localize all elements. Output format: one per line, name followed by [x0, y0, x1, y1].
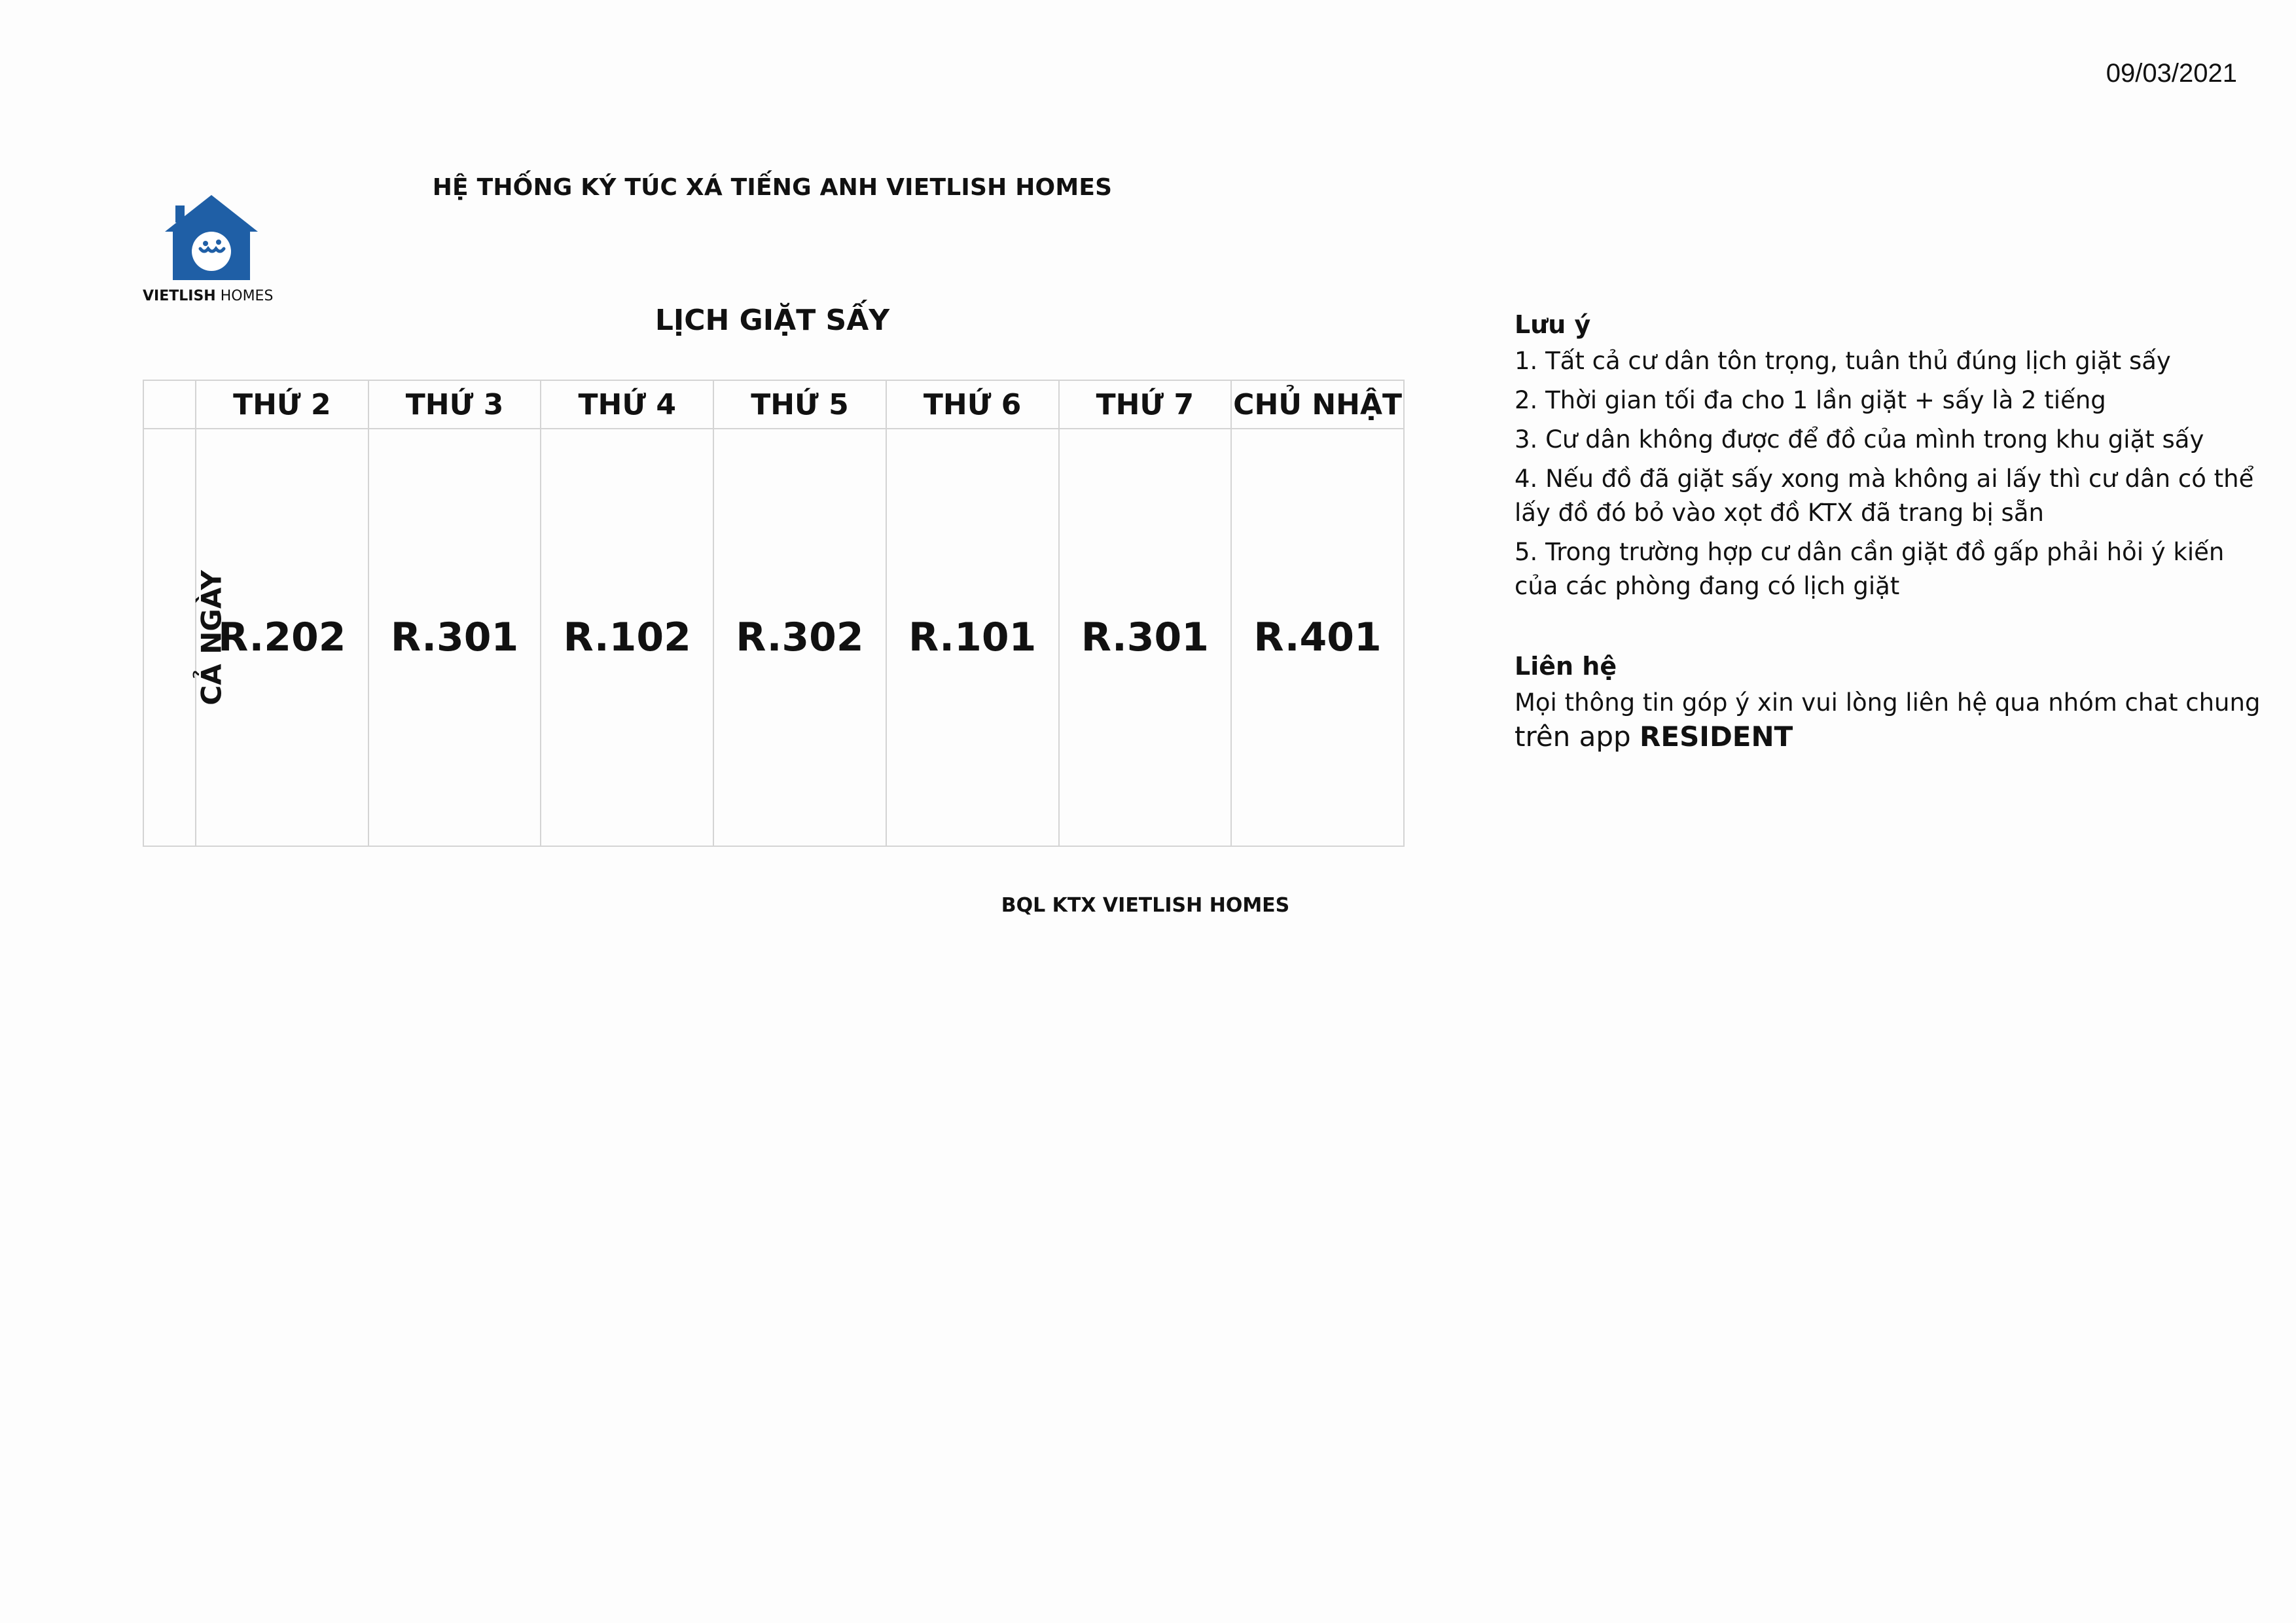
- note-item: 5. Trong trường hợp cư dân cần giặt đồ gấp phải hỏi ý kiến của các phòng đang có lịch giặt: [1515, 538, 2225, 600]
- header-row: [143, 380, 1404, 429]
- room-cell: R.102: [541, 429, 713, 846]
- notes-panel: [1515, 308, 2261, 754]
- day-header: THỨ 3: [368, 380, 541, 429]
- schedule-title: LỊCH GIẶT SẤY: [655, 304, 890, 337]
- contact-app-name: RESIDENT: [1640, 721, 1793, 753]
- day-header: THỨ 4: [541, 380, 713, 429]
- day-header: THỨ 5: [713, 380, 886, 429]
- vietlish-homes-logo: [143, 191, 280, 309]
- corner-cell: [143, 380, 196, 429]
- document-date: 09/03/2021: [2106, 59, 2237, 88]
- note-item: 3. Cư dân không được để đồ của mình trong khu giặt sấy: [1515, 425, 2204, 454]
- laundry-schedule-table: [143, 380, 1405, 847]
- day-header: THỨ 2: [196, 380, 368, 429]
- room-cell: R.301: [1059, 429, 1232, 846]
- room-cell: R.101: [886, 429, 1059, 846]
- house-logo-icon: [162, 191, 260, 283]
- contact-line: Mọi thông tin góp ý xin vui lòng liên hệ qua nhóm chat chung: [1515, 688, 2261, 717]
- contact-app-prefix: trên app: [1515, 721, 1640, 753]
- room-cell: R.401: [1231, 429, 1404, 846]
- logo-wordmark: [143, 288, 300, 304]
- room-cell: R.202: [196, 429, 368, 846]
- management-signature: BQL KTX VIETLISH HOMES: [1001, 894, 1290, 917]
- contact-text: [1515, 686, 2261, 754]
- room-cell: R.301: [368, 429, 541, 846]
- logo-brand-light: HOMES: [220, 288, 274, 304]
- day-header: THỨ 7: [1059, 380, 1232, 429]
- row-label: CẢ NGÀY: [195, 569, 228, 705]
- day-header: CHỦ NHẬT: [1231, 380, 1404, 429]
- organization-title: HỆ THỐNG KÝ TÚC XÁ TIẾNG ANH VIETLISH HOMES: [432, 174, 1113, 201]
- contact-section: [1515, 649, 2261, 754]
- row-label-cell: [143, 429, 228, 846]
- contact-heading: Liên hệ: [1515, 652, 1617, 681]
- day-header: THỨ 6: [886, 380, 1059, 429]
- contact-app-line: [1515, 720, 2261, 754]
- note-item: 1. Tất cả cư dân tôn trọng, tuân thủ đúng lịch giặt sấy: [1515, 347, 2171, 375]
- note-item: 2. Thời gian tối đa cho 1 lần giặt + sấy là 2 tiếng: [1515, 386, 2106, 414]
- table-row: [143, 429, 1404, 846]
- notes-heading: Lưu ý: [1515, 310, 1591, 339]
- room-cell: R.302: [713, 429, 886, 846]
- logo-brand-bold: VIETLISH: [143, 288, 216, 304]
- note-item: 4. Nếu đồ đã giặt sấy xong mà không ai lấy thì cư dân có thể lấy đồ đó bỏ vào xọt đồ KTX đã trang bị sẵn: [1515, 465, 2254, 527]
